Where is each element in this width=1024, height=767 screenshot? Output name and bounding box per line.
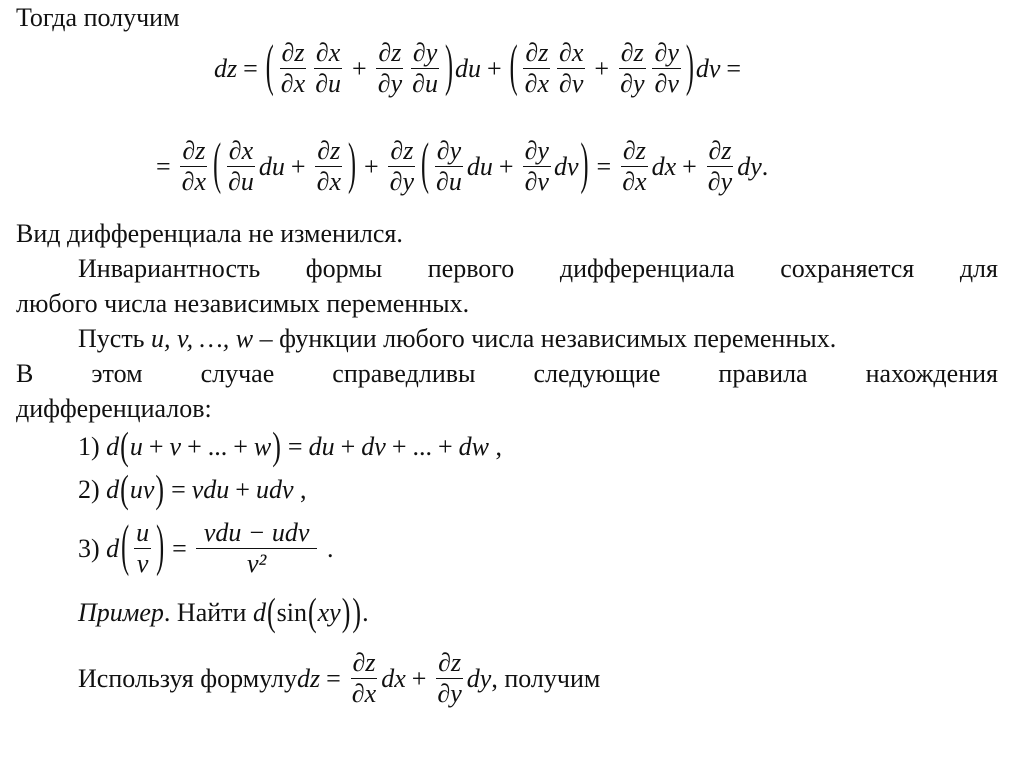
equation-2: = $\frac{\partial z}{\partial x}$ ( $\frac{\partial x}{\partial u}$ du + $\frac{\partial z}{\partial x}$ ) + $\frac{\partial z}{\partial y}$ ( $\frac{\partial y}{\partial u}$ du + $\frac{\partial y}{\partial v}$ dv ) = $\frac{\partial z}{\partial x}$ dx + $\frac{\partial z}{\partial y}$ dy . [156, 134, 769, 197]
paragraph-invariance-2: любого числа независимых переменных. [16, 289, 470, 318]
equation-1: dz = ( $\frac{\partial z}{\partial x}$ $\frac{\partial x}{\partial u}$ + $\frac{\partial z}{\partial y}$ $\frac{\partial y}{\partial u}$ ) du + ( $\frac{\partial z}{\partial x}$ $\frac{\partial x}{\partial v}$ + $\frac{\partial z}{\partial y}$ $\frac{\partial y}{\partial v}$ ) dv = [214, 36, 742, 99]
paragraph-let-2: В этом случае справедливы следующие правила нахождения [16, 359, 998, 388]
paragraph-let-1: Пусть u, v, …, w – функции любого числа независимых переменных. [78, 324, 837, 353]
rule-2: 2) d ( uv ) = vdu + udv , [78, 467, 307, 511]
intro-text: Тогда получим [16, 3, 180, 32]
example-line: Пример . Найти d ( sin ( xy ) ) . [78, 590, 369, 634]
paragraph-invariance-1: Инвариантность формы первого дифференциала сохраняется для [78, 254, 998, 283]
formula-line: Используя формулу dz = $\frac{\partial z}{\partial x}$ dx + $\frac{\partial z}{\partial y}$ dy , получим [78, 648, 601, 708]
rule-3: 3) d ( $\frac{u}{v}$ ) = $\frac{\text{vdu − udv}}{\text{v²}}$ . [78, 516, 334, 579]
rule-1: 1) d ( u + v + ... + w ) = du + dv + ... + dw , [78, 424, 502, 468]
paragraph-let-3: дифференциалов: [16, 394, 212, 423]
paragraph-unchanged: Вид дифференциала не изменился. [16, 219, 403, 248]
